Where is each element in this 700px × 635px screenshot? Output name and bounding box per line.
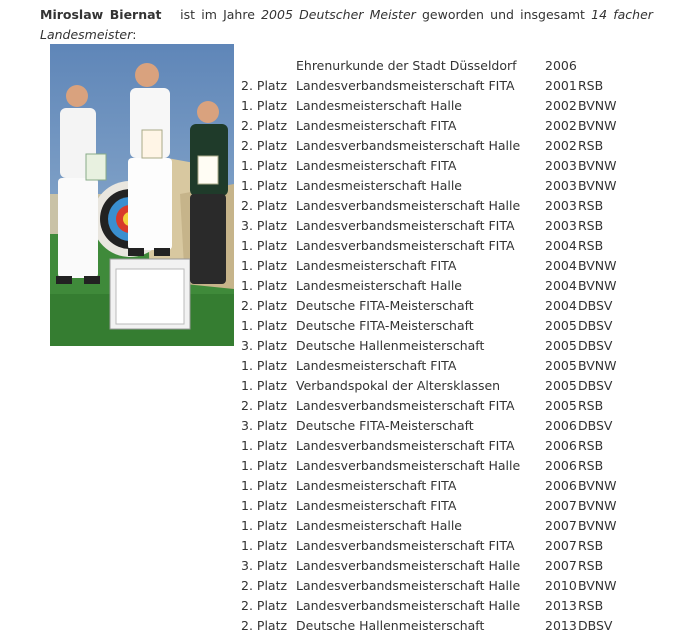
result-year: 2001 — [545, 77, 577, 93]
result-place: 2. Platz — [241, 397, 288, 413]
result-event: Landesmeisterschaft FITA — [296, 257, 457, 273]
table-row — [241, 115, 628, 135]
result-org: DBSV — [578, 417, 613, 433]
table-row — [241, 75, 628, 95]
result-year: 2004 — [545, 257, 577, 273]
table-row — [241, 475, 628, 495]
result-place: 1. Platz — [241, 277, 288, 293]
result-org: RSB — [578, 397, 604, 413]
result-place: 2. Platz — [241, 297, 288, 313]
results-table — [241, 55, 628, 635]
table-row — [241, 235, 628, 255]
result-org: RSB — [578, 137, 604, 153]
result-event: Landesverbandsmeisterschaft FITA — [296, 537, 515, 553]
result-event: Landesmeisterschaft FITA — [296, 477, 457, 493]
result-event: Landesmeisterschaft FITA — [296, 117, 457, 133]
result-place: 1. Platz — [241, 97, 288, 113]
table-row — [241, 335, 628, 355]
result-year: 2007 — [545, 557, 577, 573]
result-year: 2002 — [545, 137, 577, 153]
result-year: 2006 — [545, 57, 577, 73]
result-event: Landesmeisterschaft Halle — [296, 517, 462, 533]
result-year: 2002 — [545, 117, 577, 133]
intro-emphasis-3: Landesmeister — [40, 27, 133, 42]
intro-text-2: geworden und insgesamt — [422, 7, 585, 22]
result-year: 2003 — [545, 197, 577, 213]
result-event: Landesverbandsmeisterschaft Halle — [296, 197, 521, 213]
result-year: 2006 — [545, 477, 577, 493]
result-event: Landesverbandsmeisterschaft FITA — [296, 437, 515, 453]
intro-emphasis-2: 14 facher — [591, 7, 653, 22]
table-row — [241, 255, 628, 275]
intro-text-1: ist im Jahre — [180, 7, 255, 22]
result-org: BVNW — [578, 577, 617, 593]
table-row — [241, 155, 628, 175]
result-year: 2005 — [545, 377, 577, 393]
result-event: Landesverbandsmeisterschaft FITA — [296, 217, 515, 233]
result-place: 1. Platz — [241, 497, 288, 513]
table-row — [241, 295, 628, 315]
podium-photo — [50, 44, 234, 346]
intro-emphasis-1: 2005 Deutscher Meister — [261, 7, 416, 22]
result-org: BVNW — [578, 257, 617, 273]
result-year: 2007 — [545, 517, 577, 533]
result-org: DBSV — [578, 317, 613, 333]
table-row — [241, 95, 628, 115]
result-place: 1. Platz — [241, 157, 288, 173]
result-org: RSB — [578, 197, 604, 213]
result-event: Deutsche Hallenmeisterschaft — [296, 337, 485, 353]
result-event: Landesverbandsmeisterschaft FITA — [296, 397, 515, 413]
result-place: 2. Platz — [241, 577, 288, 593]
result-org: BVNW — [578, 477, 617, 493]
result-year: 2003 — [545, 217, 577, 233]
table-row — [241, 395, 628, 415]
table-row — [241, 415, 628, 435]
result-org: RSB — [578, 557, 604, 573]
table-row — [241, 435, 628, 455]
result-place: 1. Platz — [241, 377, 288, 393]
result-year: 2006 — [545, 457, 577, 473]
result-year: 2005 — [545, 317, 577, 333]
result-place: 3. Platz — [241, 557, 288, 573]
result-year: 2007 — [545, 497, 577, 513]
table-row — [241, 55, 628, 75]
result-place: 1. Platz — [241, 517, 288, 533]
result-event: Deutsche FITA-Meisterschaft — [296, 297, 474, 313]
result-place: 1. Platz — [241, 317, 288, 333]
result-year: 2013 — [545, 617, 577, 633]
result-place: 1. Platz — [241, 357, 288, 373]
result-org: RSB — [578, 597, 604, 613]
result-org — [578, 55, 628, 75]
result-place: 1. Platz — [241, 477, 288, 493]
result-place: 2. Platz — [241, 137, 288, 153]
table-row — [241, 315, 628, 335]
result-event: Landesverbandsmeisterschaft FITA — [296, 77, 515, 93]
result-place — [241, 55, 296, 75]
result-place: 1. Platz — [241, 457, 288, 473]
result-place: 2. Platz — [241, 197, 288, 213]
result-year: 2007 — [545, 537, 577, 553]
result-year: 2003 — [545, 177, 577, 193]
result-org: DBSV — [578, 377, 613, 393]
result-event: Ehrenurkunde der Stadt Düsseldorf — [296, 57, 517, 73]
result-place: 3. Platz — [241, 217, 288, 233]
result-year: 2005 — [545, 357, 577, 373]
result-org: BVNW — [578, 497, 617, 513]
result-event: Landesverbandsmeisterschaft Halle — [296, 137, 521, 153]
result-year: 2005 — [545, 397, 577, 413]
result-org: DBSV — [578, 297, 613, 313]
result-org: RSB — [578, 437, 604, 453]
table-row — [241, 615, 628, 635]
result-year: 2006 — [545, 417, 577, 433]
result-org: BVNW — [578, 97, 617, 113]
result-org: BVNW — [578, 117, 617, 133]
table-row — [241, 215, 628, 235]
result-org: BVNW — [578, 277, 617, 293]
table-row — [241, 355, 628, 375]
result-place: 2. Platz — [241, 117, 288, 133]
result-org: RSB — [578, 457, 604, 473]
result-year: 2003 — [545, 157, 577, 173]
result-org: DBSV — [578, 337, 613, 353]
result-place: 1. Platz — [241, 437, 288, 453]
result-event: Deutsche FITA-Meisterschaft — [296, 417, 474, 433]
result-place: 2. Platz — [241, 617, 288, 633]
result-org: RSB — [578, 237, 604, 253]
result-place: 3. Platz — [241, 417, 288, 433]
result-year: 2013 — [545, 597, 577, 613]
result-org: BVNW — [578, 357, 617, 373]
result-place: 1. Platz — [241, 177, 288, 193]
table-row — [241, 195, 628, 215]
table-row — [241, 455, 628, 475]
result-place: 1. Platz — [241, 237, 288, 253]
intro-text-3: : — [132, 27, 137, 42]
result-place: 3. Platz — [241, 337, 288, 353]
result-org: BVNW — [578, 517, 617, 533]
result-org: BVNW — [578, 177, 617, 193]
result-org: RSB — [578, 537, 604, 553]
result-place: 2. Platz — [241, 77, 288, 93]
result-year: 2004 — [545, 297, 577, 313]
result-year: 2010 — [545, 577, 577, 593]
result-event: Deutsche Hallenmeisterschaft — [296, 617, 485, 633]
result-event: Landesmeisterschaft FITA — [296, 497, 457, 513]
table-row — [241, 535, 628, 555]
result-org: RSB — [578, 77, 604, 93]
result-org: DBSV — [578, 617, 613, 633]
result-year: 2004 — [545, 277, 577, 293]
table-row — [241, 555, 628, 575]
result-place: 1. Platz — [241, 537, 288, 553]
result-event: Landesverbandsmeisterschaft FITA — [296, 237, 515, 253]
result-event: Verbandspokal der Altersklassen — [296, 377, 501, 393]
table-row — [241, 375, 628, 395]
table-row — [241, 175, 628, 195]
result-event: Landesmeisterschaft Halle — [296, 177, 462, 193]
result-event: Landesverbandsmeisterschaft Halle — [296, 577, 521, 593]
table-row — [241, 595, 628, 615]
result-event: Landesmeisterschaft Halle — [296, 277, 462, 293]
table-row — [241, 495, 628, 515]
podium-photo-icon — [50, 44, 234, 346]
result-org: BVNW — [578, 157, 617, 173]
table-row — [241, 135, 628, 155]
athlete-name: Miroslaw Biernat — [40, 7, 162, 22]
table-row — [241, 275, 628, 295]
result-event: Landesmeisterschaft Halle — [296, 97, 462, 113]
result-event: Landesverbandsmeisterschaft Halle — [296, 557, 521, 573]
result-place: 1. Platz — [241, 257, 288, 273]
result-year: 2005 — [545, 337, 577, 353]
result-event: Deutsche FITA-Meisterschaft — [296, 317, 474, 333]
result-event: Landesverbandsmeisterschaft Halle — [296, 457, 521, 473]
result-event: Landesverbandsmeisterschaft Halle — [296, 597, 521, 613]
table-row — [241, 575, 628, 595]
result-event: Landesmeisterschaft FITA — [296, 157, 457, 173]
result-year: 2002 — [545, 97, 577, 113]
result-year: 2006 — [545, 437, 577, 453]
result-year: 2004 — [545, 237, 577, 253]
result-event: Landesmeisterschaft FITA — [296, 357, 457, 373]
intro-paragraph — [40, 5, 653, 45]
result-place: 2. Platz — [241, 597, 288, 613]
results-body — [241, 55, 628, 635]
table-row — [241, 515, 628, 535]
result-org: RSB — [578, 217, 604, 233]
